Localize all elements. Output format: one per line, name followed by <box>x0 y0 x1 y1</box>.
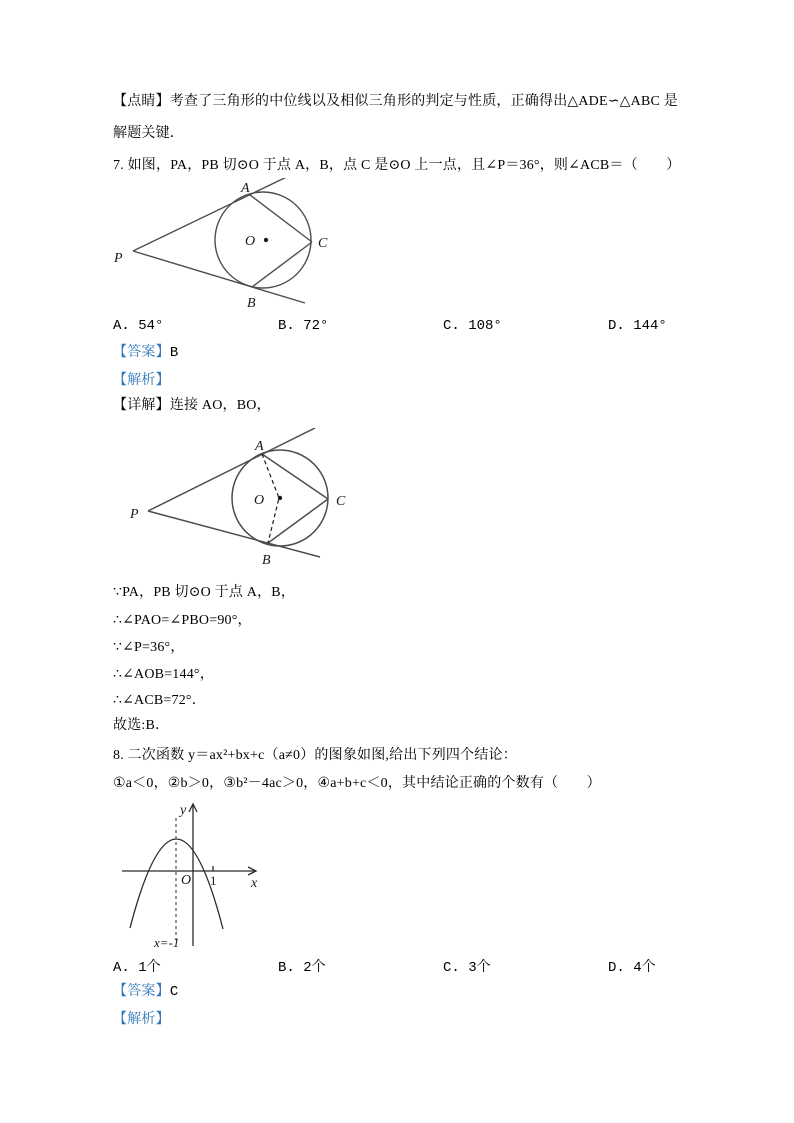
origin-label: O <box>181 873 192 888</box>
analysis7-label: 【解析】 <box>113 373 170 388</box>
option-b: B. 2个 <box>278 960 326 976</box>
center-dot <box>278 496 282 500</box>
proof-line: ∴∠AOB=144°， <box>113 667 214 682</box>
answer8-label: 【答案】 <box>113 984 170 999</box>
option-c: C. 108° <box>443 318 502 334</box>
x-axis-label: x <box>251 876 258 891</box>
answer8-line <box>113 982 178 1002</box>
chord-ac <box>262 454 328 499</box>
question8-stem-line1: 8. 二次函数 y＝ax²+bx+c（a≠0）的图象如图,给出下列四个结论： <box>113 748 517 763</box>
parabola-figure <box>110 798 280 953</box>
answer8-value: C <box>169 984 179 1000</box>
circle-tangent-figure-1 <box>105 178 405 320</box>
option-a: A. 1个 <box>113 960 161 976</box>
circle-outline <box>215 192 311 288</box>
chord-ac <box>250 195 312 242</box>
detail7-label: 【详解】 <box>113 398 170 413</box>
option-a: A. 54° <box>113 318 164 334</box>
dianjing-paragraph-line2: 解题关键． <box>113 126 184 141</box>
point-p-label: P <box>114 251 123 266</box>
question7-options-row <box>113 318 753 338</box>
center-o-label: O <box>254 493 265 508</box>
symmetry-axis-equation-label: x=-1 <box>154 935 180 950</box>
point-b-label: B <box>262 553 271 568</box>
tangent-line-pb <box>148 511 320 557</box>
proof-line: ∵∠P=36°， <box>113 640 185 655</box>
answer7-line <box>113 343 178 363</box>
question8-stem-line2: ①a＜0，②b＞0，③b²－4ac＞0，④a+b+c＜0，其中结论正确的个数有（ ） <box>113 776 601 791</box>
point-c-label: C <box>336 494 346 509</box>
option-b: B. 72° <box>278 318 329 334</box>
center-o-label: O <box>245 234 256 249</box>
dashed-radii-ao-bo <box>262 454 279 543</box>
circle-tangent-figure-2 <box>110 428 420 578</box>
answer7-label: 【答案】 <box>113 345 170 360</box>
proof-line: ∵PA，PB 切⊙O 于点 A，B， <box>113 585 296 600</box>
proof-line: ∴∠ACB=72°． <box>113 693 206 708</box>
detail7-line <box>113 396 271 416</box>
detail7-text: 连接 AO，BO， <box>169 398 271 413</box>
question7-stem: 7. 如图，PA，PB 切⊙O 于点 A，B，点 C 是⊙O 上一点，且∠P＝36°，则∠ACB＝（ ） <box>113 158 681 173</box>
point-b-label: B <box>247 296 256 311</box>
point-a-label: A <box>241 181 250 196</box>
conclusion-line: 故选:B． <box>113 718 170 733</box>
center-dot <box>264 238 268 242</box>
tick-label-1: 1 <box>210 873 217 888</box>
question8-options-row <box>113 956 753 976</box>
chord-bc <box>252 242 312 287</box>
point-a-label: A <box>255 439 264 454</box>
option-d: D. 144° <box>608 318 667 334</box>
answer7-value: B <box>169 345 179 361</box>
proof-line: ∴∠PAO=∠PBO=90°， <box>113 613 252 628</box>
option-d: D. 4个 <box>608 960 656 976</box>
analysis8-label: 【解析】 <box>113 1012 170 1027</box>
option-c: C. 3个 <box>443 960 491 976</box>
chord-bc <box>268 499 328 543</box>
point-c-label: C <box>318 236 328 251</box>
point-p-label: P <box>130 507 139 522</box>
y-axis-label: y <box>180 803 187 818</box>
dianjing-paragraph-line1: 【点睛】考查了三角形的中位线以及相似三角形的判定与性质，正确得出△ADE∽△ABC 是 <box>113 94 678 109</box>
